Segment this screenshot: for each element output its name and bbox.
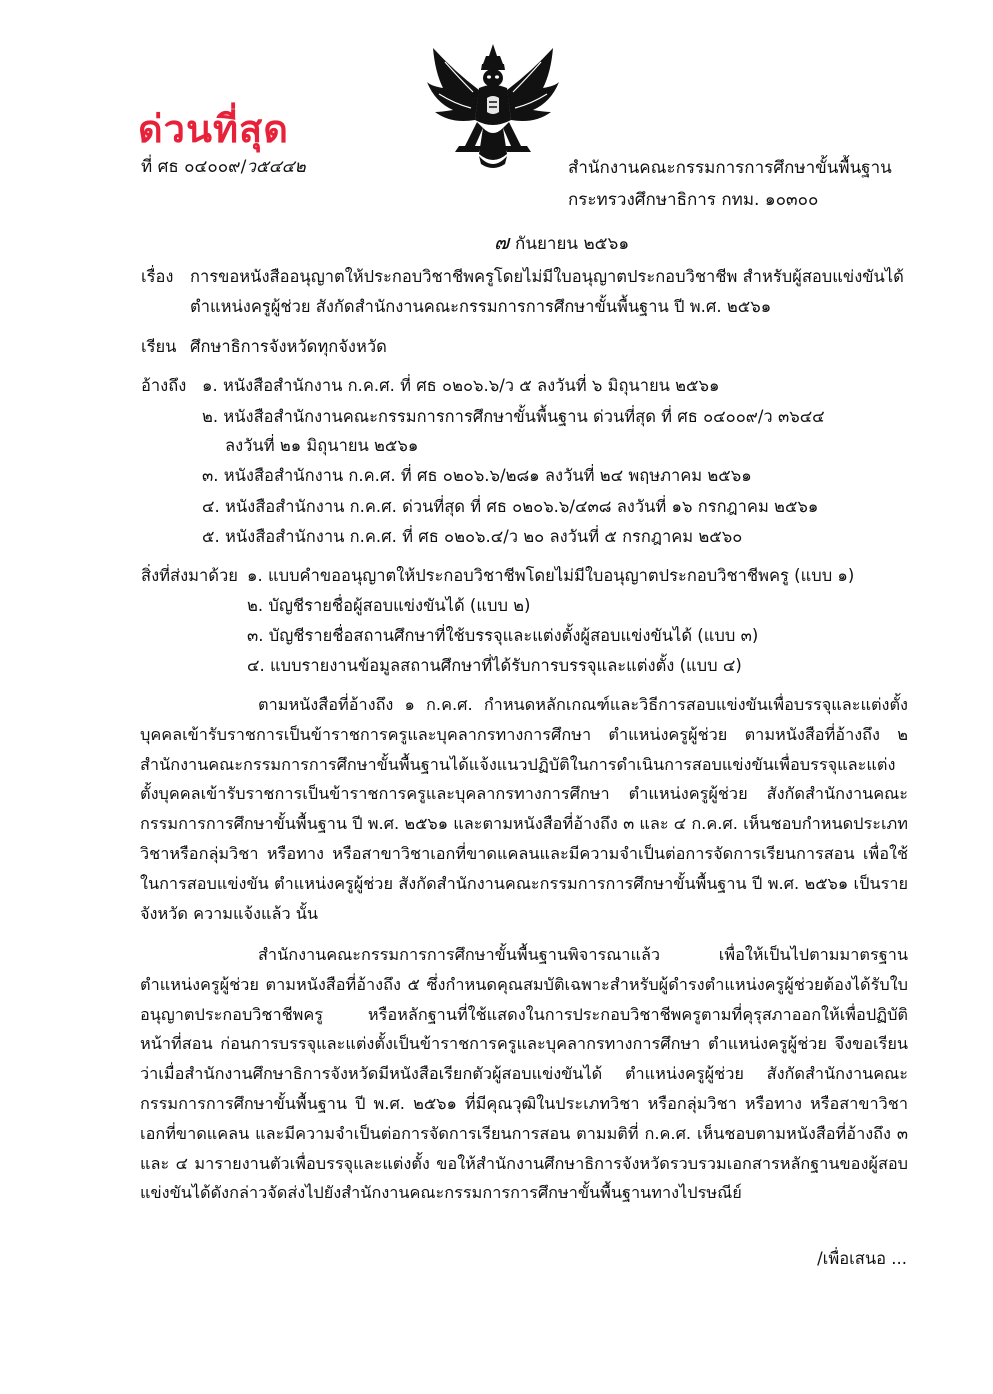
subject-line-1: การขอหนังสืออนุญาตให้ประกอบวิชาชีพครูโดยไม่มีใบอนุญาตประกอบวิชาชีพ สำหรับผู้สอบแข่งขันได้ <box>190 267 904 286</box>
subject-line-2: ตำแหน่งครูผู้ช่วย สังกัดสำนักงานคณะกรรมการการศึกษาขั้นพื้นฐาน ปี พ.ศ. ๒๕๖๑ <box>190 297 772 316</box>
continued-marker: /เพื่อเสนอ ... <box>817 1249 907 1268</box>
salutation-recipient: ศึกษาธิการจังหวัดทุกจังหวัด <box>190 337 387 356</box>
body-paragraph-1 <box>140 690 908 928</box>
reference-item-5: ๕. หนังสือสำนักงาน ก.ค.ศ. ที่ ศธ ๐๒๐๖.๔/ว ๒๐ ลงวันที่ ๕ กรกฎาคม ๒๕๖๐ <box>202 527 743 546</box>
reference-item-1: ๑. หนังสือสำนักงาน ก.ค.ศ. ที่ ศธ ๐๒๐๖.๖/ว ๕ ลงวันที่ ๖ มิถุนายน ๒๕๖๑ <box>202 376 720 395</box>
date-month-year: กันยายน ๒๕๖๑ <box>515 234 630 254</box>
document-number-prefix: ที่ ศธ ๐๔๐๐๙/ <box>141 157 247 177</box>
enclosure-item-2: ๒. บัญชีรายชื่อผู้สอบแข่งขันได้ (แบบ ๒) <box>247 596 531 615</box>
body-paragraph-2-text: สำนักงานคณะกรรมการการศึกษาขั้นพื้นฐานพิจารณาแล้ว เพื่อให้เป็นไปตามมาตรฐานตำแหน่งครูผู้ช่วย ตามหนังสือที่อ้างถึง ๕ ซึ่งกำหนดคุณสมบัติเฉพาะสำหรับผู้ดำรงตำแหน่งครูผู้ช่วยต้องได้รับใบอนุญาตประกอบวิชาชีพครู หรือหลักฐานที่ใช้แสดงในการประกอบวิชาชีพครูตามที่คุรุสภาออกให้เพื่อปฏิบัติหน้าที่สอน ก่อนการบรรจุและแต่งตั้งเป็นข้าราชการครูและบุคลากรทางการศึกษา ตำแหน่งครูผู้ช่วย จึงขอเรียนว่าเมื่อสำนักงานศึกษาธิการจังหวัดมีหนังสือเรียกตัวผู้สอบแข่งขันได้ ตำแหน่งครูผู้ช่วย สังกัดสำนักงานคณะกรรมการการศึกษาขั้นพื้นฐาน ปี พ.ศ. ๒๕๖๑ ที่มีคุณวุฒิในประเภทวิชา หรือกลุ่มวิชา หรือทาง หรือสาขาวิชาเอกที่ขาดแคลน และมีความจำเป็นต่อการจัดการเรียนการสอน ตามมติที่ ก.ค.ศ. เห็นชอบตามหนังสือที่อ้างถึง ๓ และ ๔ มารายงานตัวเพื่อบรรจุและแต่งตั้ง ขอให้สำนักงานศึกษาธิการจังหวัดรวบรวมเอกสารหลักฐานของผู้สอบแข่งขันได้ดังกล่าวจัดส่งไปยังสำนักงานคณะกรรมการการศึกษาขั้นพื้นฐานทางไปรษณีย์ <box>140 945 908 1203</box>
body-paragraph-2 <box>140 940 908 1208</box>
document-number-handwritten: ว๕๔๔๒ <box>246 157 306 177</box>
reference-item-4: ๔. หนังสือสำนักงาน ก.ค.ศ. ด่วนที่สุด ที่ ศธ ๐๒๐๖.๖/๔๓๘ ลงวันที่ ๑๖ กรกฎาคม ๒๕๖๑ <box>202 497 819 516</box>
document-date <box>494 226 629 258</box>
body-paragraph-1-text: ตามหนังสือที่อ้างถึง ๑ ก.ค.ศ. กำหนดหลักเกณฑ์และวิธีการสอบแข่งขันเพื่อบรรจุและแต่งตั้งบุคคลเข้ารับราชการเป็นข้าราชการครูและบุคลากรทางการศึกษา ตำแหน่งครูผู้ช่วย ตามหนังสือที่อ้างถึง ๒ สำนักงานคณะกรรมการการศึกษาขั้นพื้นฐานได้แจ้งแนวปฏิบัติในการดำเนินการสอบแข่งขันเพื่อบรรจุและแต่งตั้งบุคคลเข้ารับราชการเป็นข้าราชการครูและบุคลากรทางการศึกษา ตำแหน่งครูผู้ช่วย สังกัดสำนักงานคณะกรรมการการศึกษาขั้นพื้นฐาน ปี พ.ศ. ๒๕๖๑ และตามหนังสือที่อ้างถึง ๓ และ ๔ ก.ค.ศ. เห็นชอบกำหนดประเภทวิชาหรือกลุ่มวิชา หรือทาง หรือสาขาวิชาเอกที่ขาดแคลนและมีความจำเป็นต่อการจัดการเรียนการสอน เพื่อใช้ในการสอบแข่งขัน ตำแหน่งครูผู้ช่วย สังกัดสำนักงานคณะกรรมการการศึกษาขั้นพื้นฐาน ปี พ.ศ. ๒๕๖๑ เป็นรายจังหวัด ความแจ้งแล้ว นั้น <box>140 695 908 923</box>
sender-organization: สำนักงานคณะกรรมการการศึกษาขั้นพื้นฐาน <box>568 158 892 178</box>
reference-item-2-cont: ลงวันที่ ๒๑ มิถุนายน ๒๕๖๑ <box>225 436 419 455</box>
date-day-handwritten: ๗ <box>494 230 510 254</box>
enclosure-item-1: ๑. แบบคำขออนุญาตให้ประกอบวิชาชีพโดยไม่มีใบอนุญาตประกอบวิชาชีพครู (แบบ ๑) <box>247 566 855 585</box>
references-label: อ้างถึง <box>141 376 187 395</box>
enclosure-item-3: ๓. บัญชีรายชื่อสถานศึกษาที่ใช้บรรจุและแต่งตั้งผู้สอบแข่งขันได้ (แบบ ๓) <box>247 626 759 645</box>
garuda-emblem <box>425 42 561 172</box>
garuda-icon <box>425 42 561 172</box>
enclosures-label: สิ่งที่ส่งมาด้วย <box>141 566 238 585</box>
reference-item-3: ๓. หนังสือสำนักงาน ก.ค.ศ. ที่ ศธ ๐๒๐๖.๖/๒๘๑ ลงวันที่ ๒๔ พฤษภาคม ๒๕๖๑ <box>202 466 752 485</box>
subject-label: เรื่อง <box>141 267 174 286</box>
sender-address: กระทรวงศึกษาธิการ กทม. ๑๐๓๐๐ <box>568 190 819 210</box>
salutation-label: เรียน <box>141 337 177 356</box>
enclosure-item-4: ๔. แบบรายงานข้อมูลสถานศึกษาที่ได้รับการบรรจุและแต่งตั้ง (แบบ ๔) <box>247 656 742 675</box>
document-number <box>141 153 306 180</box>
reference-item-2: ๒. หนังสือสำนักงานคณะกรรมการการศึกษาขั้นพื้นฐาน ด่วนที่สุด ที่ ศธ ๐๔๐๐๙/ว ๓๖๔๔ <box>202 407 825 426</box>
urgency-stamp: ด่วนที่สุด <box>138 107 289 151</box>
